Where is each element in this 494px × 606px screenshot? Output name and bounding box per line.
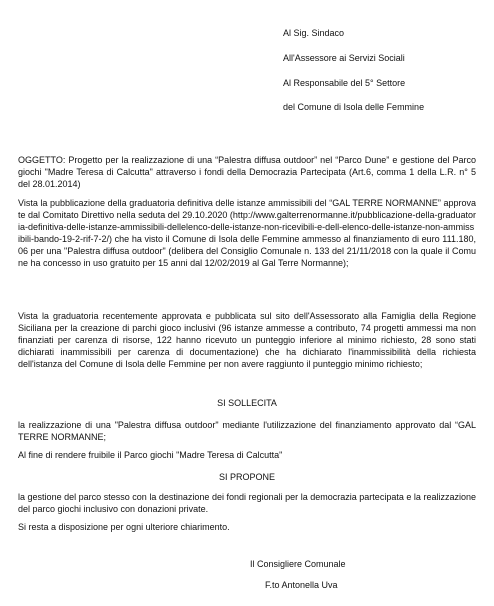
vista-pubblicazione-paragraph: Vista la pubblicazione della graduatoria definitiva delle istanze ammissibili del “GAL TERRE NORMANNE” approvate dal Comitato Direttivo nella seduta del 29.10.2020 (http://www.galterrenormanne.it/pubblicazione-della-graduatoria-definitiva-delle-istanze-ammissibili-dellelenco-delle-istanze-non-ricevibili-e-dell-elenco-delle-istanze-non-ammissibili-bando-19-2-rif-7-2/) che ha visto il Comune di Isola delle Femmine ammesso al finanziamento di euro 111.180,06 per una "Palestra diffusa outdoor" (delibera del Consiglio Comunale n. 133 del 21/11/2018 con la quale il Comune ha concesso in uso gratuito per 15 anni dal 12/02/2019 al Gal Terre Normanne); — [18, 198, 476, 268]
sollecita-paragraph: la realizzazione di una "Palestra diffusa outdoor" mediante l'utilizzazione del finanziamento approvato dal “GAL TERRE NORMANNE; — [18, 420, 476, 442]
sollecita-heading: SI SOLLECITA — [217, 398, 277, 408]
recipient-sindaco: Al Sig. Sindaco — [283, 28, 345, 38]
signature-role: Il Consigliere Comunale — [250, 559, 346, 569]
recipient-comune: del Comune di Isola delle Femmine — [283, 102, 425, 112]
propone-heading: SI PROPONE — [218, 472, 275, 482]
recipient-responsabile: Al Responsabile del 5° Settore — [283, 78, 406, 88]
fine-paragraph: Al fine di rendere fruibile il Parco giochi "Madre Teresa di Calcutta" — [18, 450, 283, 460]
vista-graduatoria-paragraph: Vista la graduatoria recentemente approvata e pubblicata sul sito dell'Assessorato alla Famiglia della Regione Siciliana per la creazione di parchi gioco inclusivi (96 istanze ammesse a contributo, 74 progetti ammessi ma non finanziati per carenza di risorse, 122 hanno ricevuto un punteggio inferiore al minimo richiesto, 28 sono stati dichiarati inammissibili per carenza di documentazione) che ha dichiarato l'inammissibilità della richiesta dell'istanza del Comune di Isola delle Femmine per non avere raggiunto il punteggio minimo richiesto; — [18, 311, 476, 369]
propone-paragraph: la gestione del parco stesso con la destinazione dei fondi regionali per la democrazia partecipata e la realizzazione del parco giochi inclusivo con donazioni private. — [18, 492, 476, 514]
recipient-assessore: All'Assessore ai Servizi Sociali — [283, 53, 405, 63]
disposizione-paragraph: Si resta a disposizione per ogni ulteriore chiarimento. — [18, 522, 230, 532]
oggetto-paragraph: OGGETTO: Progetto per la realizzazione di una “Palestra diffusa outdoor” nel “Parco Dune” e gestione del Parco giochi "Madre Teresa di Calcutta" attraverso i fondi della Democrazia Partecipata (Art.6, comma 1 della L.R. n° 5 del 28.01.2014) — [18, 155, 476, 189]
signature-name: F.to Antonella Uva — [265, 580, 338, 590]
